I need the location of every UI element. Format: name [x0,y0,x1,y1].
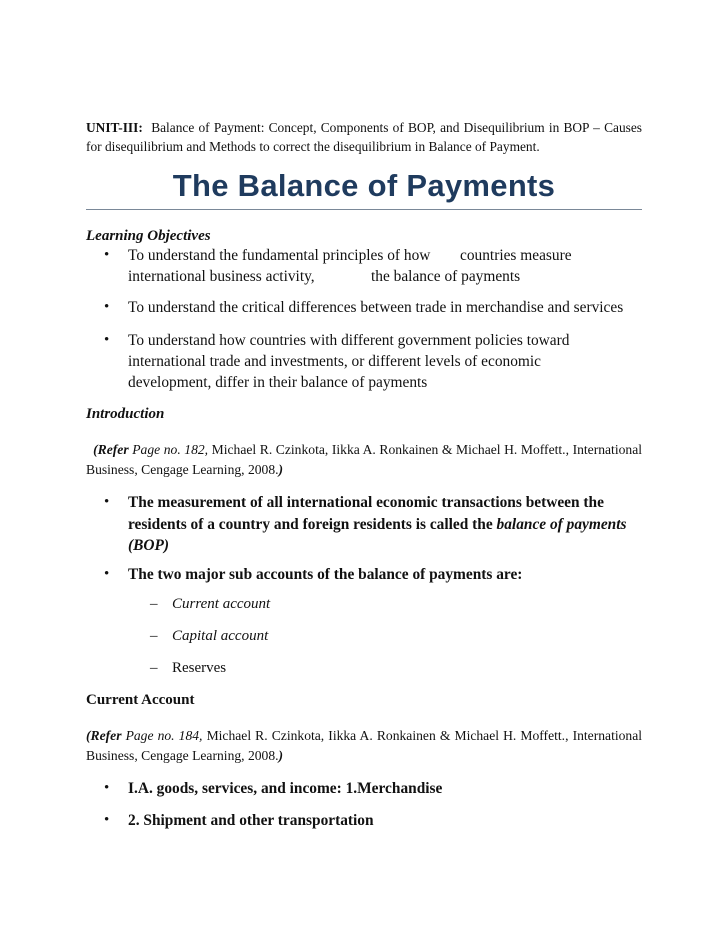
dash-icon: – [150,596,158,612]
reference-open: (Refer [86,728,122,743]
reference-source: International Business, Cengage Learning, 2008. [86,442,643,477]
learning-objectives-heading: Learning Objectives [86,228,211,244]
objective-2: To understand the critical differences between trade in merchandise and services [128,299,624,316]
current-account-bullet-1: I.A. goods, services, and income: 1.Merchandise [128,780,443,797]
intro-bullet-1-line-2b: balance of payments [496,515,627,533]
unit-label: UNIT-III: [86,120,143,135]
objective-1-line-2a: international business activity, [128,268,315,285]
introduction-reference [86,440,642,480]
intro-bullet-1-line-1: The measurement of all international economic transactions between the [128,494,604,511]
bullet-icon: • [104,299,110,315]
objective-1-line-1b: countries measure [460,247,572,264]
sub-item-reserves: Reserves [172,660,227,676]
dash-icon: – [150,628,158,644]
reference-close: ) [278,748,284,763]
reference-page: Page no. 184, [125,728,203,743]
current-account-bullet-2: 2. Shipment and other transportation [128,812,374,829]
objective-3-line-2: international trade and investments, or different levels of economic [128,353,541,370]
current-account-heading: Current Account [86,692,195,708]
objective-1-line-1a: To understand the fundamental principles of how [128,247,431,264]
objective-1-line-2b: the balance of payments [371,268,521,285]
reference-page: Page no. 182, [132,442,209,457]
introduction-heading: Introduction [86,406,165,422]
current-account-reference [86,726,642,766]
bullet-icon: • [104,332,110,348]
unit-header [86,118,642,156]
bullet-icon: • [104,780,110,796]
bullet-icon: • [104,812,110,828]
title-divider [86,209,642,210]
reference-authors: Michael R. Czinkota, Iikka A. Ronkainen & Michael H. Moffett., [211,442,569,457]
sub-item-capital-account: Capital account [172,628,269,644]
unit-description: Balance of Payment: Concept, Components of BOP, and Disequilibrium in BOP – Causes for disequilibrium and Methods to correct the disequilibrium in Balance of Payment. [86,120,642,154]
intro-bullet-2: The two major sub accounts of the balance of payments are: [128,566,523,583]
intro-bullet-1-line-2a: residents of a country and foreign residents is called the [128,515,493,533]
sub-item-current-account: Current account [172,596,271,612]
objective-3-line-1: To understand how countries with different government policies toward [128,332,570,349]
objective-3-line-3: development, differ in their balance of payments [128,374,428,391]
reference-close: ) [278,462,284,477]
intro-bullet-1 [128,492,643,557]
intro-bullet-1-line-3: (BOP) [128,537,170,554]
dash-icon: – [150,660,158,676]
bullet-icon: • [104,247,110,263]
reference-open: (Refer [93,442,129,457]
reference-source: International Business, Cengage Learning, 2008. [86,728,643,763]
reference-authors: Michael R. Czinkota, Iikka A. Ronkainen & Michael H. Moffett., [206,728,569,743]
bullet-icon: • [104,494,110,510]
page-title: The Balance of Payments [172,168,556,203]
bullet-icon: • [104,566,110,582]
